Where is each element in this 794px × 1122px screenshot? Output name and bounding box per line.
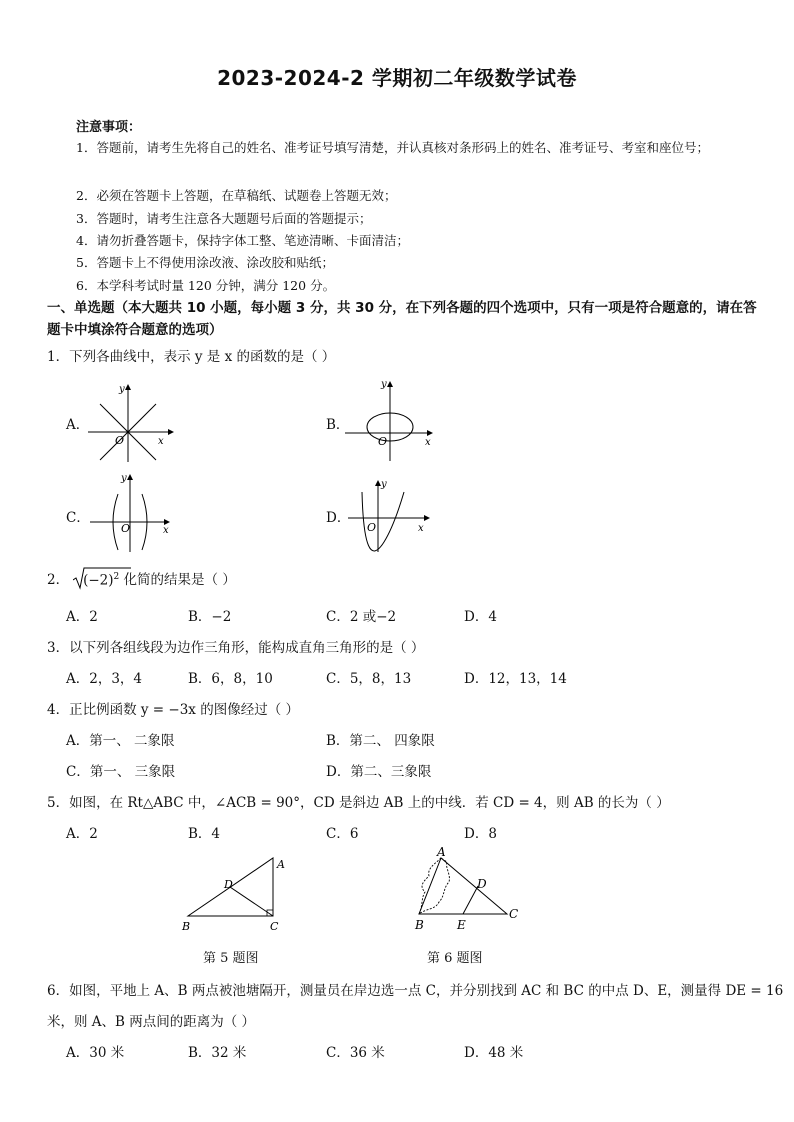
q1-option-d: D．	[326, 510, 351, 526]
q2-radicand: (−2)	[83, 572, 114, 588]
q3-option-d: D．12，13，14	[464, 671, 567, 687]
fig6-label-c: C	[509, 907, 519, 921]
q3-option-a: A．2，3，4	[66, 671, 143, 687]
q3-stem: 3．以下列各组线段为边作三角形，能构成直角三角形的是（ ）	[47, 640, 425, 656]
q1a-x-label: x	[158, 436, 164, 447]
q3-option-b: B．6，8，10	[188, 671, 273, 687]
q1-graph-b	[345, 375, 445, 463]
q1-option-b: B．	[326, 417, 350, 433]
notes-heading: 注意事项：	[76, 120, 142, 135]
q4-stem: 4．正比例函数 y = −3x 的图像经过（ ）	[47, 702, 299, 718]
q6-stem-line1: 6．如图，平地上 A、B 两点被池塘隔开，测量员在岸边选一点 C，并分别找到 AC 和 BC 的中点 D、E，测量得 DE = 16	[47, 983, 784, 999]
q2-prefix: 2．	[47, 572, 70, 588]
radical-sign-icon	[73, 566, 133, 592]
q1a-y-label: y	[119, 384, 125, 395]
q1b-origin-label: O	[378, 435, 388, 448]
q5-option-a: A．2	[66, 826, 98, 842]
fig5-label-d: D	[224, 878, 233, 891]
q5-option-c: C．6	[326, 826, 359, 842]
q6-option-a: A．30 米	[66, 1045, 125, 1061]
note-item-2: 2．必须在答题卡上答题，在草稿纸、试题卷上答题无效；	[76, 188, 397, 203]
fig5-caption: 第 5 题图	[203, 951, 259, 966]
q2-option-b: B．−2	[188, 609, 232, 625]
fig6-label-e: E	[457, 918, 466, 932]
note-item-4: 4．请勿折叠答题卡，保持字体工整、笔迹清晰、卡面清洁；	[76, 233, 409, 248]
q6-option-c: C．36 米	[326, 1045, 385, 1061]
q1d-y-label: y	[381, 479, 387, 490]
q2-exponent: 2	[113, 571, 120, 582]
fig5-label-b: B	[182, 920, 191, 933]
q1-graph-c	[90, 470, 180, 554]
q5-stem: 5．如图，在 Rt△ABC 中，∠ACB = 90°，CD 是斜边 AB 上的中线．若 CD = 4，则 AB 的长为（ ）	[47, 795, 670, 811]
q1-option-c: C．	[66, 510, 90, 526]
q1d-x-label: x	[418, 523, 424, 534]
page-title: 2023-2024-2 学期初二年级数学试卷	[217, 66, 577, 90]
q5-option-b: B．4	[188, 826, 221, 842]
q5-option-d: D．8	[464, 826, 497, 842]
q3-option-c: C．5，8，13	[326, 671, 412, 687]
fig5-label-c: C	[270, 920, 279, 933]
fig5-label-a: A	[277, 858, 285, 871]
q1c-origin-label: O	[121, 522, 131, 535]
q1-graph-d	[348, 476, 438, 556]
note-item-6: 6．本学科考试时量 120 分钟，满分 120 分。	[76, 278, 336, 293]
figure-5	[178, 852, 290, 936]
q1-graph-a	[88, 382, 178, 464]
fig6-label-b: B	[415, 918, 424, 932]
q2-suffix: 化简的结果是（ ）	[119, 572, 236, 588]
q1b-y-label: y	[381, 379, 387, 390]
q6-option-b: B．32 米	[188, 1045, 247, 1061]
q4-option-b: B．第二、 四象限	[326, 733, 435, 749]
q1b-x-label: x	[425, 437, 431, 448]
fig6-label-d: D	[477, 877, 487, 891]
note-item-1: 1．答题前，请考生先将自己的姓名、准考证号填写清楚，并认真核对条形码上的姓名、准考证号、考室和座位号；	[76, 140, 709, 155]
note-item-3: 3．答题时，请考生注意各大题题号后面的答题提示；	[76, 211, 372, 226]
fig6-caption: 第 6 题图	[427, 951, 483, 966]
q6-stem-line2: 米，则 A、B 两点间的距离为（ ）	[47, 1014, 256, 1030]
section-heading: 一、单选题（本大题共 10 小题，每小题 3 分，共 30 分，在下列各题的四个选项中，只有一项是符合题意的，请在答题卡中填涂符合题意的选项）	[47, 300, 757, 338]
q2-option-c: C．2 或−2	[326, 609, 397, 625]
q1c-y-label: y	[121, 473, 127, 484]
q4-option-c: C．第一、 三象限	[66, 764, 176, 780]
q1-stem: 1．下列各曲线中，表示 y 是 x 的函数的是（ ）	[47, 349, 336, 365]
figure-6	[405, 846, 530, 936]
q2-option-d: D．4	[464, 609, 497, 625]
q4-option-d: D．第二、三象限	[326, 764, 432, 780]
q2-option-a: A．2	[66, 609, 98, 625]
note-item-5: 5．答题卡上不得使用涂改液、涂改胶和贴纸；	[76, 255, 334, 270]
q1c-x-label: x	[163, 525, 169, 536]
fig6-label-a: A	[437, 846, 446, 859]
q4-option-a: A．第一、 二象限	[66, 733, 175, 749]
q1-option-a: A．	[66, 417, 90, 433]
q6-option-d: D．48 米	[464, 1045, 524, 1061]
q2-radical	[73, 572, 119, 589]
q1a-origin-label: O	[115, 434, 125, 447]
q1d-origin-label: O	[367, 521, 377, 534]
q2-stem	[47, 568, 236, 588]
